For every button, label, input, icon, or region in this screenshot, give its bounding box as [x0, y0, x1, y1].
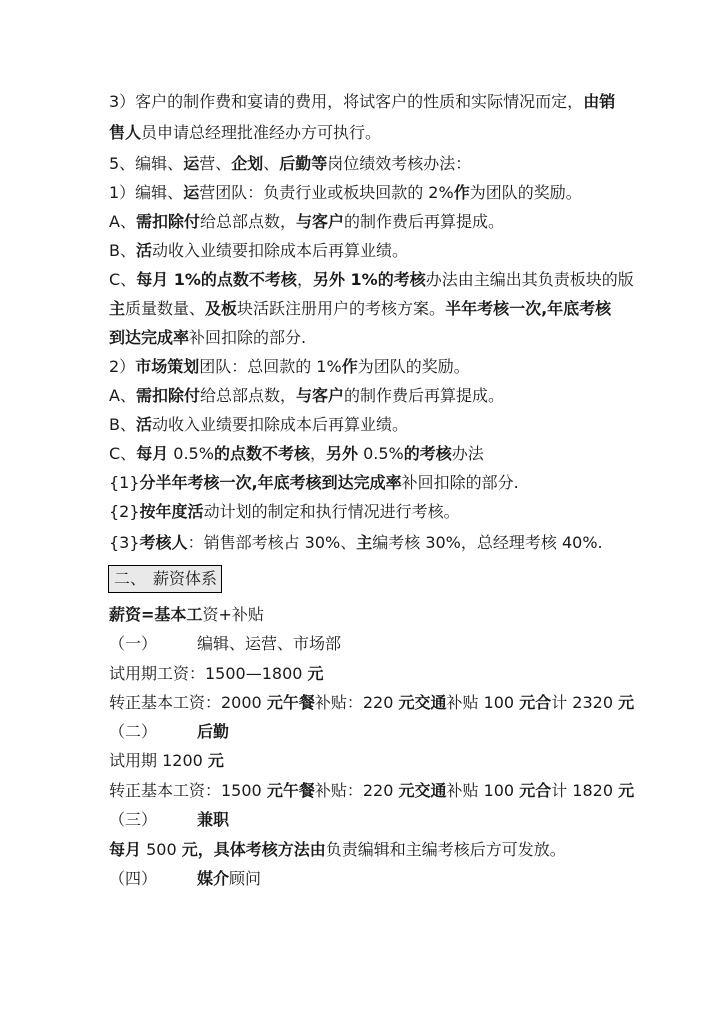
subsection-number: （四） [109, 869, 158, 888]
section-title: 薪资体系 [153, 569, 218, 588]
text-line: 到达完成率补回扣除的部分. [109, 328, 307, 347]
text-line: 转正基本工资：1500 元午餐补贴：220 元交通补贴 100 元合计 1820 元 [109, 781, 635, 800]
text-line: B、活动收入业绩要扣除成本后再算业绩。 [109, 415, 409, 434]
text-line: A、需扣除付给总部点数，与客户的制作费后再算提成。 [109, 386, 505, 405]
text-line: C、每月 1%的点数不考核，另外 1%的考核办法由主编出其负责板块的版 [109, 270, 634, 289]
subsection-title: 媒介顾问 [197, 869, 262, 888]
subsection-title: 编辑、运营、市场部 [197, 634, 342, 653]
text-line: 转正基本工资：2000 元午餐补贴：220 元交通补贴 100 元合计 2320 元 [109, 693, 635, 712]
text-line: B、活动收入业绩要扣除成本后再算业绩。 [109, 241, 409, 260]
text-line: 每月 500 元，具体考核方法由负责编辑和主编考核后方可发放。 [109, 840, 566, 859]
text-line: 2）市场策划团队：总回款的 1%作为团队的奖励。 [109, 357, 470, 376]
subsection-title: 兼职 [197, 810, 230, 829]
text-line: 试用期 1200 元 [109, 751, 224, 770]
text-line: C、每月 0.5%的点数不考核，另外 0.5%的考核办法 [109, 444, 484, 463]
section-heading: 5、编辑、运营、企划、后勤等岗位绩效考核办法： [109, 154, 472, 173]
subsection-title: 后勤 [197, 722, 230, 741]
text-line: 售人员申请总经理批准经办方可执行。 [109, 123, 382, 142]
text-line: A、需扣除付给总部点数，与客户的制作费后再算提成。 [109, 212, 505, 231]
salary-formula: 薪资=基本工资+补贴 [109, 605, 264, 624]
subsection-number: （一） [109, 634, 158, 653]
text-line: 3）客户的制作费和宴请的费用，将试客户的性质和实际情况而定，由销 [109, 92, 616, 111]
section-number: 二、 [114, 569, 147, 588]
text-line: 1）编辑、运营团队：负责行业或板块回款的 2%作为团队的奖励。 [109, 183, 582, 202]
subsection-number: （二） [109, 722, 158, 741]
subsection-number: （三） [109, 810, 158, 829]
text-line: {3}考核人：销售部考核占 30%、主编考核 30%，总经理考核 40%. [109, 533, 603, 552]
section-heading-box [108, 565, 222, 593]
text-line: {1}分半年考核一次,年底考核到达完成率补回扣除的部分. [109, 473, 519, 492]
text-line: 主质量数量、及板块活跃注册用户的考核方案。半年考核一次,年底考核 [109, 299, 612, 318]
text-line: {2}按年度活动计划的制定和执行情况进行考核。 [109, 502, 460, 521]
text-line: 试用期工资：1500—1800 元 [109, 664, 324, 683]
